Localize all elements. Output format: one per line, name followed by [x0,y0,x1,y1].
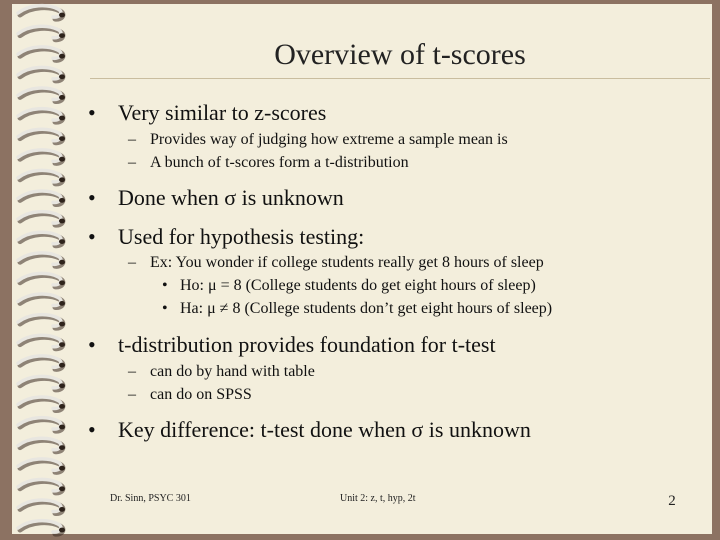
slide-title: Overview of t-scores [274,38,526,71]
spiral-ring [18,479,65,492]
subsubitem-text: Ha: μ ≠ 8 (College students don’t get eight hours of sleep) [180,300,553,317]
spiral-ring [18,356,65,369]
spiral-ring [18,294,65,307]
spiral-ring [18,521,65,534]
spiral-ring [18,335,65,348]
subitem-text: Ex: You wonder if college students really get 8 hours of sleep [150,254,544,271]
page-number: 2 [668,493,676,509]
spiral-ring [18,315,65,328]
footer-unit: Unit 2: z, t, hyp, 2t [340,493,416,504]
subitem-text: A bunch of t-scores form a t-distribution [150,154,409,171]
spiral-ring [18,26,65,39]
spiral-ring [18,47,65,60]
spiral-ring [18,418,65,431]
spiral-ring [18,397,65,410]
spiral-ring [18,109,65,122]
spiral-ring [18,459,65,472]
subsubitem-text: Ho: μ = 8 (College students do get eight hours of sleep) [180,277,536,294]
subitem-text: can do on SPSS [150,386,252,403]
spiral-ring [18,88,65,101]
spiral-ring [18,253,65,266]
dash-marker: – [128,386,136,403]
spiral-ring [18,273,65,286]
spiral-ring [18,376,65,389]
spiral-ring [18,232,65,245]
spiral-ring [18,67,65,80]
subbullet-marker: • [162,300,168,317]
bullet-marker: • [88,417,96,442]
spiral-ring [18,191,65,204]
bullet-marker: • [88,185,96,210]
spiral-ring [18,170,65,183]
footer-author: Dr. Sinn, PSYC 301 [110,493,191,504]
bullet-marker: • [88,100,96,125]
subitem-text: Provides way of judging how extreme a sample mean is [150,131,508,148]
title-divider [90,78,710,79]
spiral-ring [18,212,65,225]
dash-marker: – [128,363,136,380]
spiral-binding-icon [0,0,90,540]
dash-marker: – [128,131,136,148]
spiral-ring [18,150,65,163]
bullet-text: Done when σ is unknown [118,185,344,210]
bullet-text: Used for hypothesis testing: [118,224,365,249]
spiral-ring [18,6,65,19]
bullet-marker: • [88,224,96,249]
spiral-ring [18,438,65,451]
dash-marker: – [128,254,136,271]
spiral-ring [18,500,65,513]
subitem-text: can do by hand with table [150,363,315,380]
bullet-marker: • [88,332,96,357]
dash-marker: – [128,154,136,171]
bullet-text: t-distribution provides foundation for t-test [118,332,496,357]
bullet-text: Key difference: t-test done when σ is unknown [118,417,531,442]
bullet-text: Very similar to z-scores [118,100,327,125]
spiral-ring [18,129,65,142]
subbullet-marker: • [162,277,168,294]
